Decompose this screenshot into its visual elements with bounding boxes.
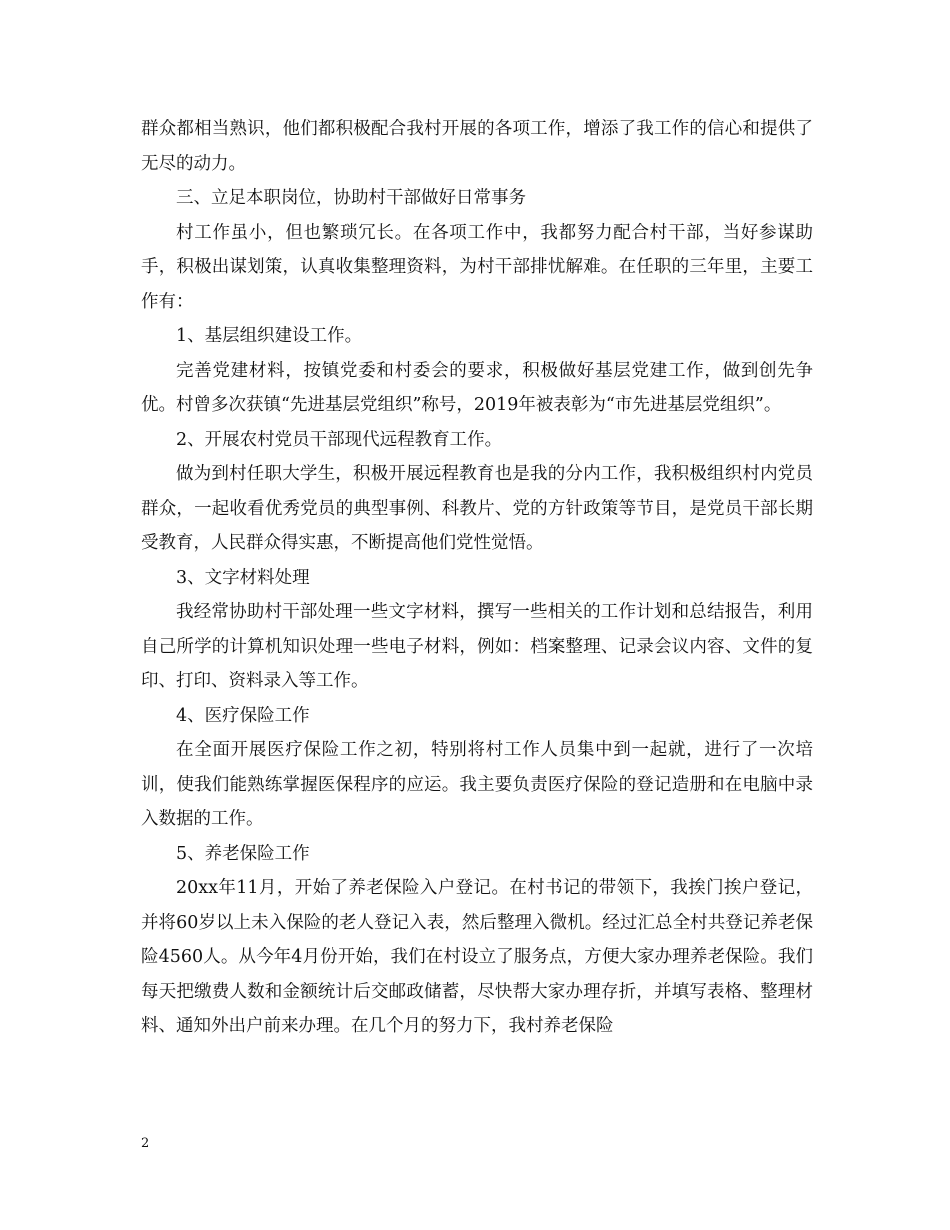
paragraph-party-building: 完善党建材料，按镇党委和村委会的要求，积极做好基层党建工作，做到创先争优。村曾多次获镇“先进基层党组织”称号，2019年被表彰为“市先进基层党组织”。 — [141, 360, 813, 415]
page-number: 2 — [141, 1136, 150, 1151]
item-heading-1: 1、基层组织建设工作。 — [176, 326, 363, 346]
item-heading-3: 3、文字材料处理 — [176, 567, 310, 588]
section-heading-3: 三、立足本职岗位，协助村干部做好日常事务 — [176, 188, 526, 208]
paragraph-medical-insurance: 在全面开展医疗保险工作之初，特别将村工作人员集中到一起就，进行了一次培训，使我们能熟练掌握医保程序的应运。我主要负责医疗保险的登记造册和在电脑中录入数据的工作。 — [141, 740, 813, 829]
paragraph-remote-education: 做为到村任职大学生，积极开展远程教育也是我的分内工作，我积极组织村内党员群众，一起收看优秀党员的典型事例、科教片、党的方针政策等节目，是党员干部长期受教育，人民群众得实惠，不断提高他们党性觉悟。 — [141, 464, 813, 553]
paragraph-text-materials: 我经常协助村干部处理一些文字材料，撰写一些相关的工作计划和总结报告，利用自己所学的计算机知识处理一些电子材料，例如：档案整理、记录会议内容、文件的复印、打印、资料录入等工作。 — [141, 602, 813, 691]
paragraph-village-work: 村工作虽小，但也繁琐冗长。在各项工作中，我都努力配合村干部，当好参谋助手，积极出谋划策，认真收集整理资料，为村干部排忧解难。在任职的三年里，主要工作有： — [141, 222, 813, 312]
paragraph-pension-insurance: 20xx年11月，开始了养老保险入户登记。在村书记的带领下，我挨门挨户登记，并将60岁以上未入保险的老人登记入表，然后整理入微机。经过汇总全村共登记养老保险4560人。从今年4月份开始，我们在村设立了服务点，方便大家办理养老保险。我们每天把缴费人数和金额统计后交邮政储蓄，尽快帮大家办理存折，并填写表格、整理材料、通知外出户前来办理。在几个月的努力下，我村养老保险 — [141, 878, 813, 1036]
item-heading-5: 5、养老保险工作 — [176, 843, 310, 864]
body-text — [141, 112, 813, 1044]
paragraph-continuation: 群众都相当熟识，他们都积极配合我村开展的各项工作，增添了我工作的信心和提供了无尽的动力。 — [141, 119, 813, 174]
item-heading-2: 2、开展农村党员干部现代远程教育工作。 — [176, 429, 503, 450]
item-heading-4: 4、医疗保险工作 — [176, 705, 310, 726]
